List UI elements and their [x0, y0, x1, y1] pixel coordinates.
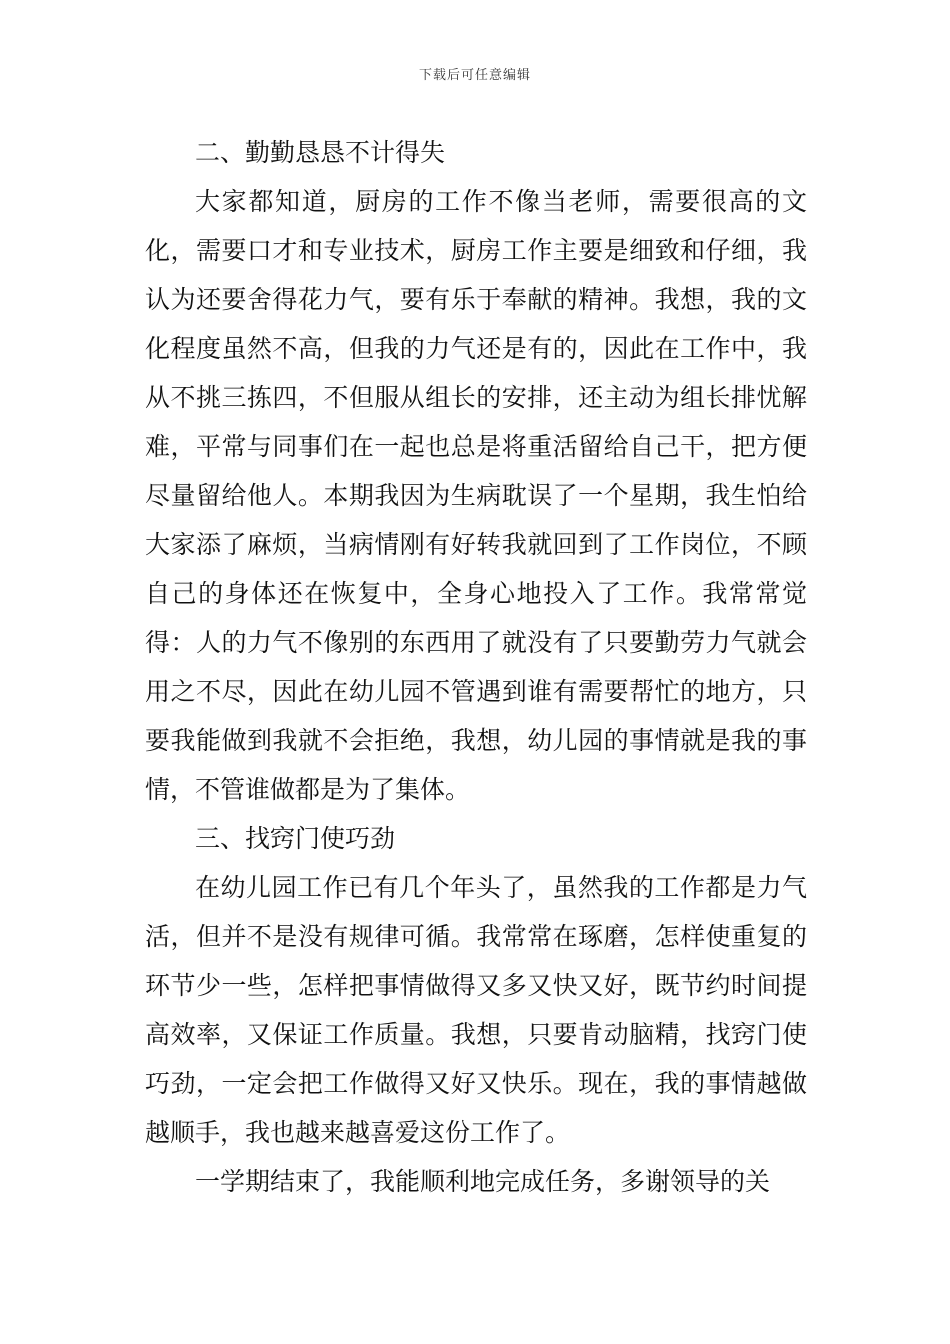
body-paragraph: 一学期结束了，我能顺利地完成任务，多谢领导的关	[195, 1167, 771, 1196]
body-paragraph: 在幼儿园工作已有几个年头了，虽然我的工作都是力气活，但并不是没有规律可循。我常常在琢磨，怎样使重复的环节少一些，怎样把事情做得又多又快又好，既节约时间提高效率，又保证工作质量。我想，只要肯动脑精，找窍门使巧劲，一定会把工作做得又好又快乐。现在，我的事情越做越顺手，我也越来越喜爱这份工作了。	[145, 873, 807, 1147]
section-heading: 三、找窍门使巧劲	[195, 824, 396, 853]
header-note: 下载后可任意编辑	[418, 68, 531, 83]
section-heading: 二、勤勤恳恳不计得失	[195, 138, 446, 167]
body-paragraph: 大家都知道，厨房的工作不像当老师，需要很高的文化，需要口才和专业技术，厨房工作主要是细致和仔细，我认为还要舍得花力气，要有乐于奉献的精神。我想，我的文化程度虽然不高，但我的力气还是有的，因此在工作中，我从不挑三拣四，不但服从组长的安排，还主动为组长排忧解难，平常与同事们在一起也总是将重活留给自己干，把方便尽量留给他人。本期我因为生病耽误了一个星期，我生怕给大家添了麻烦，当病情刚有好转我就回到了工作岗位，不顾自己的身体还在恢复中，全身心地投入了工作。我常常觉得：人的力气不像别的东西用了就没有了只要勤劳力气就会用之不尽，因此在幼儿园不管遇到谁有需要帮忙的地方，只要我能做到我就不会拒绝，我想，幼儿园的事情就是我的事情，不管谁做都是为了集体。	[145, 187, 807, 804]
document-body	[145, 128, 807, 1206]
